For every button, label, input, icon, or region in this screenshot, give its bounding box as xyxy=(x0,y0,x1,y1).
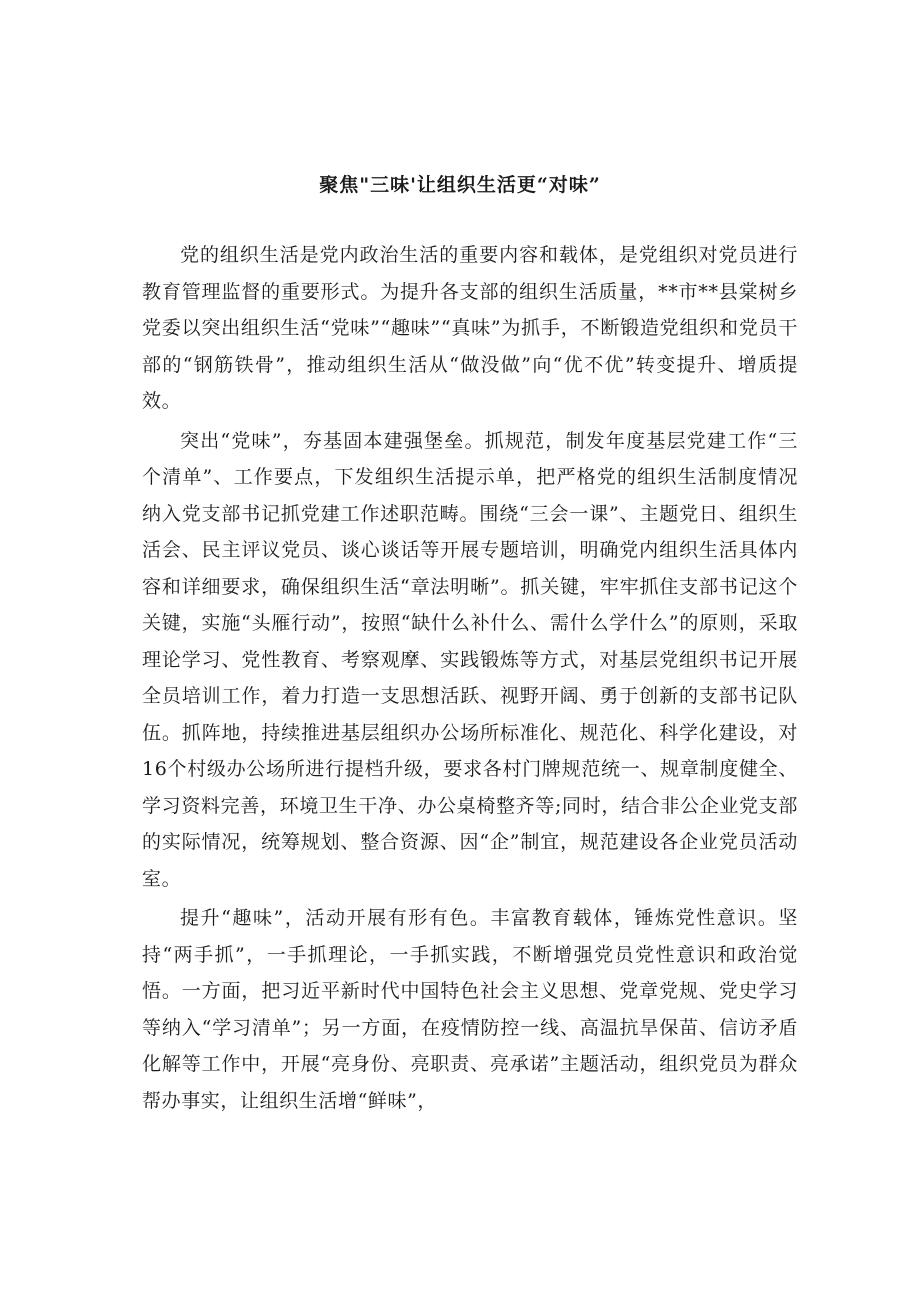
paragraph-fun-flavor: 提升“趣味”，活动开展有形有色。丰富教育载体，锤炼党性意识。坚持“两手抓”，一手抓理论，一手抓实践，不断增强党员党性意识和政治觉悟。一方面，把习近平新时代中国特色社会主义思想、党章党规、党史学习等纳入“学习清单”；另一方面，在疫情防控一线、高温抗旱保苗、信访矛盾化解等工作中，开展“亮身份、亮职责、亮承诺”主题活动，组织党员为群众帮办事实，让组织生活增“鲜味”， xyxy=(142,907,798,1112)
paragraph-intro: 党的组织生活是党内政治生活的重要内容和载体，是党组织对党员进行教育管理监督的重要形式。为提升各支部的组织生活质量，**市**县棠树乡党委以突出组织生活“党味”“趣味”“真味”为抓手，不断锻造党组织和党员干部的“钢筋铁骨”，推动组织生活从“做没做”向“优不优”转变提升、增质提效。 xyxy=(142,244,798,412)
document-body xyxy=(142,237,798,1122)
document-title: 聚焦"三味'让组织生活更“对味” xyxy=(319,174,601,196)
paragraph-party-flavor: 突出“党味”，夯基固本建强堡垒。抓规范，制发年度基层党建工作“三个清单”、工作要点，下发组织生活提示单，把严格党的组织生活制度情况纳入党支部书记抓党建工作述职范畴。围绕“三会一课”、主题党日、组织生活会、民主评议党员、谈心谈话等开展专题培训，明确党内组织生活具体内容和详细要求，确保组织生活“章法明晰”。抓关键，牢牢抓住支部书记这个关键，实施“头雁行动”，按照“缺什么补什么、需什么学什么”的原则，采取理论学习、党性教育、考察观摩、实践锻炼等方式，对基层党组织书记开展全员培训工作，着力打造一支思想活跃、视野开阔、勇于创新的支部书记队伍。抓阵地，持续推进基层组织办公场所标准化、规范化、科学化建设，对16个村级办公场所进行提档升级，要求各村门牌规范统一、规章制度健全、学习资料完善，环境卫生干净、办公桌椅整齐等;同时，结合非公企业党支部的实际情况，统筹规划、整合资源、因“企”制宜，规范建设各企业党员活动室。 xyxy=(142,429,798,890)
